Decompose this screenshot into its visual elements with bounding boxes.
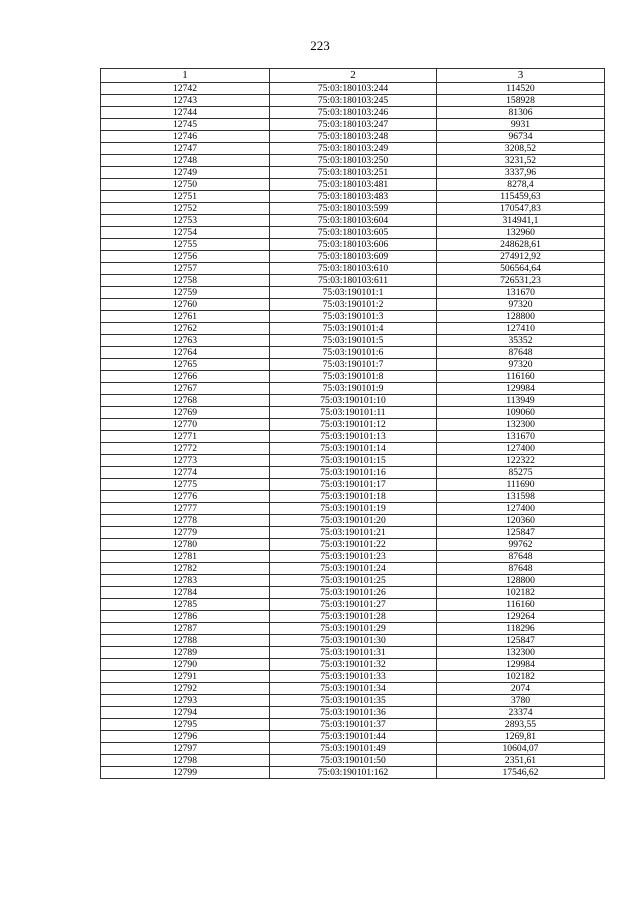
table-row <box>101 755 605 767</box>
value-cell: 35352 <box>437 335 605 347</box>
row-number-cell: 12746 <box>101 131 270 143</box>
cadastral-number-cell: 75:03:190101:49 <box>270 743 437 755</box>
value-cell: 85275 <box>437 467 605 479</box>
table-row <box>101 623 605 635</box>
value-cell: 109060 <box>437 407 605 419</box>
table-row <box>101 239 605 251</box>
row-number-cell: 12792 <box>101 683 270 695</box>
cadastral-number-cell: 75:03:190101:50 <box>270 755 437 767</box>
row-number-cell: 12767 <box>101 383 270 395</box>
value-cell: 96734 <box>437 131 605 143</box>
table-row <box>101 539 605 551</box>
value-cell: 118296 <box>437 623 605 635</box>
cadastral-number-cell: 75:03:190101:35 <box>270 695 437 707</box>
row-number-cell: 12768 <box>101 395 270 407</box>
cadastral-number-cell: 75:03:180103:483 <box>270 191 437 203</box>
value-cell: 2893,55 <box>437 719 605 731</box>
cadastral-number-cell: 75:03:190101:23 <box>270 551 437 563</box>
row-number-cell: 12751 <box>101 191 270 203</box>
table-row <box>101 323 605 335</box>
row-number-cell: 12744 <box>101 107 270 119</box>
table-row <box>101 251 605 263</box>
row-number-cell: 12742 <box>101 83 270 95</box>
row-number-cell: 12776 <box>101 491 270 503</box>
value-cell: 116160 <box>437 371 605 383</box>
value-cell: 131670 <box>437 431 605 443</box>
cadastral-number-cell: 75:03:180103:246 <box>270 107 437 119</box>
table-row <box>101 563 605 575</box>
table-row <box>101 599 605 611</box>
table-row <box>101 371 605 383</box>
cadastral-number-cell: 75:03:190101:19 <box>270 503 437 515</box>
cadastral-number-cell: 75:03:190101:25 <box>270 575 437 587</box>
cadastral-number-cell: 75:03:190101:11 <box>270 407 437 419</box>
row-number-cell: 12782 <box>101 563 270 575</box>
value-cell: 2074 <box>437 683 605 695</box>
table-row <box>101 467 605 479</box>
table-row <box>101 167 605 179</box>
table-row <box>101 551 605 563</box>
row-number-cell: 12784 <box>101 587 270 599</box>
row-number-cell: 12747 <box>101 143 270 155</box>
row-number-cell: 12798 <box>101 755 270 767</box>
header-row <box>101 69 605 83</box>
value-cell: 17546,62 <box>437 767 605 779</box>
cadastral-number-cell: 75:03:190101:7 <box>270 359 437 371</box>
table-row <box>101 299 605 311</box>
value-cell: 127400 <box>437 443 605 455</box>
value-cell: 314941,1 <box>437 215 605 227</box>
row-number-cell: 12755 <box>101 239 270 251</box>
table-row <box>101 743 605 755</box>
cadastral-number-cell: 75:03:190101:18 <box>270 491 437 503</box>
table-row <box>101 215 605 227</box>
value-cell: 3208,52 <box>437 143 605 155</box>
page-number: 223 <box>310 38 330 53</box>
cadastral-number-cell: 75:03:190101:30 <box>270 635 437 647</box>
table-row <box>101 119 605 131</box>
row-number-cell: 12770 <box>101 419 270 431</box>
table-row <box>101 443 605 455</box>
cadastral-number-cell: 75:03:190101:6 <box>270 347 437 359</box>
value-cell: 127410 <box>437 323 605 335</box>
table-row <box>101 515 605 527</box>
row-number-cell: 12759 <box>101 287 270 299</box>
cadastral-number-cell: 75:03:190101:16 <box>270 467 437 479</box>
row-number-cell: 12756 <box>101 251 270 263</box>
cadastral-number-cell: 75:03:190101:3 <box>270 311 437 323</box>
cadastral-number-cell: 75:03:190101:33 <box>270 671 437 683</box>
row-number-cell: 12772 <box>101 443 270 455</box>
table-row <box>101 83 605 95</box>
table-row <box>101 527 605 539</box>
cadastral-number-cell: 75:03:190101:34 <box>270 683 437 695</box>
table-row <box>101 407 605 419</box>
table-row <box>101 455 605 467</box>
table-row <box>101 719 605 731</box>
row-number-cell: 12769 <box>101 407 270 419</box>
value-cell: 114520 <box>437 83 605 95</box>
value-cell: 8278,4 <box>437 179 605 191</box>
table-row <box>101 347 605 359</box>
column-header-3: 3 <box>437 69 605 83</box>
cadastral-number-cell: 75:03:190101:8 <box>270 371 437 383</box>
cadastral-number-cell: 75:03:180103:245 <box>270 95 437 107</box>
cadastral-number-cell: 75:03:180103:248 <box>270 131 437 143</box>
table-row <box>101 671 605 683</box>
value-cell: 3780 <box>437 695 605 707</box>
table-row <box>101 635 605 647</box>
row-number-cell: 12797 <box>101 743 270 755</box>
cadastral-number-cell: 75:03:180103:251 <box>270 167 437 179</box>
table-row <box>101 683 605 695</box>
row-number-cell: 12743 <box>101 95 270 107</box>
row-number-cell: 12786 <box>101 611 270 623</box>
cadastral-number-cell: 75:03:190101:20 <box>270 515 437 527</box>
value-cell: 506564,64 <box>437 263 605 275</box>
row-number-cell: 12757 <box>101 263 270 275</box>
value-cell: 158928 <box>437 95 605 107</box>
value-cell: 97320 <box>437 359 605 371</box>
table-row <box>101 107 605 119</box>
table-row <box>101 263 605 275</box>
registry-table <box>100 68 605 779</box>
table-row <box>101 731 605 743</box>
table-row <box>101 611 605 623</box>
table-row <box>101 203 605 215</box>
row-number-cell: 12771 <box>101 431 270 443</box>
row-number-cell: 12761 <box>101 311 270 323</box>
value-cell: 1269,81 <box>437 731 605 743</box>
value-cell: 132960 <box>437 227 605 239</box>
row-number-cell: 12796 <box>101 731 270 743</box>
column-header-1: 1 <box>101 69 270 83</box>
value-cell: 113949 <box>437 395 605 407</box>
row-number-cell: 12777 <box>101 503 270 515</box>
row-number-cell: 12763 <box>101 335 270 347</box>
cadastral-number-cell: 75:03:190101:17 <box>270 479 437 491</box>
row-number-cell: 12745 <box>101 119 270 131</box>
column-header-2: 2 <box>270 69 437 83</box>
cadastral-number-cell: 75:03:180103:244 <box>270 83 437 95</box>
row-number-cell: 12762 <box>101 323 270 335</box>
table-row <box>101 131 605 143</box>
row-number-cell: 12789 <box>101 647 270 659</box>
value-cell: 127400 <box>437 503 605 515</box>
value-cell: 726531,23 <box>437 275 605 287</box>
cadastral-number-cell: 75:03:180103:249 <box>270 143 437 155</box>
value-cell: 132300 <box>437 419 605 431</box>
value-cell: 3337,96 <box>437 167 605 179</box>
table-row <box>101 383 605 395</box>
row-number-cell: 12752 <box>101 203 270 215</box>
table-row <box>101 695 605 707</box>
table-row <box>101 575 605 587</box>
row-number-cell: 12791 <box>101 671 270 683</box>
row-number-cell: 12799 <box>101 767 270 779</box>
row-number-cell: 12758 <box>101 275 270 287</box>
value-cell: 129984 <box>437 659 605 671</box>
cadastral-number-cell: 75:03:180103:605 <box>270 227 437 239</box>
table-row <box>101 359 605 371</box>
value-cell: 102182 <box>437 671 605 683</box>
cadastral-number-cell: 75:03:190101:4 <box>270 323 437 335</box>
row-number-cell: 12754 <box>101 227 270 239</box>
row-number-cell: 12748 <box>101 155 270 167</box>
value-cell: 128800 <box>437 575 605 587</box>
value-cell: 129264 <box>437 611 605 623</box>
cadastral-number-cell: 75:03:190101:15 <box>270 455 437 467</box>
value-cell: 125847 <box>437 635 605 647</box>
value-cell: 81306 <box>437 107 605 119</box>
table-row <box>101 311 605 323</box>
table-row <box>101 155 605 167</box>
table-row <box>101 419 605 431</box>
row-number-cell: 12750 <box>101 179 270 191</box>
cadastral-number-cell: 75:03:190101:24 <box>270 563 437 575</box>
cadastral-number-cell: 75:03:180103:481 <box>270 179 437 191</box>
value-cell: 122322 <box>437 455 605 467</box>
cadastral-number-cell: 75:03:190101:44 <box>270 731 437 743</box>
row-number-cell: 12787 <box>101 623 270 635</box>
value-cell: 102182 <box>437 587 605 599</box>
cadastral-number-cell: 75:03:190101:2 <box>270 299 437 311</box>
row-number-cell: 12780 <box>101 539 270 551</box>
cadastral-number-cell: 75:03:190101:37 <box>270 719 437 731</box>
cadastral-number-cell: 75:03:180103:611 <box>270 275 437 287</box>
cadastral-number-cell: 75:03:190101:13 <box>270 431 437 443</box>
table-row <box>101 647 605 659</box>
cadastral-number-cell: 75:03:190101:32 <box>270 659 437 671</box>
cadastral-number-cell: 75:03:190101:22 <box>270 539 437 551</box>
row-number-cell: 12781 <box>101 551 270 563</box>
value-cell: 99762 <box>437 539 605 551</box>
row-number-cell: 12779 <box>101 527 270 539</box>
value-cell: 128800 <box>437 311 605 323</box>
cadastral-number-cell: 75:03:180103:247 <box>270 119 437 131</box>
cadastral-number-cell: 75:03:180103:609 <box>270 251 437 263</box>
cadastral-number-cell: 75:03:190101:29 <box>270 623 437 635</box>
row-number-cell: 12795 <box>101 719 270 731</box>
value-cell: 116160 <box>437 599 605 611</box>
table-row <box>101 275 605 287</box>
row-number-cell: 12753 <box>101 215 270 227</box>
value-cell: 170547,83 <box>437 203 605 215</box>
cadastral-number-cell: 75:03:190101:28 <box>270 611 437 623</box>
value-cell: 2351,61 <box>437 755 605 767</box>
row-number-cell: 12765 <box>101 359 270 371</box>
table-row <box>101 287 605 299</box>
value-cell: 132300 <box>437 647 605 659</box>
value-cell: 129984 <box>437 383 605 395</box>
cadastral-number-cell: 75:03:190101:162 <box>270 767 437 779</box>
value-cell: 248628,61 <box>437 239 605 251</box>
value-cell: 274912,92 <box>437 251 605 263</box>
cadastral-number-cell: 75:03:180103:610 <box>270 263 437 275</box>
table-row <box>101 707 605 719</box>
cadastral-number-cell: 75:03:180103:599 <box>270 203 437 215</box>
value-cell: 87648 <box>437 563 605 575</box>
value-cell: 97320 <box>437 299 605 311</box>
value-cell: 131598 <box>437 491 605 503</box>
table-row <box>101 395 605 407</box>
table-row <box>101 143 605 155</box>
row-number-cell: 12774 <box>101 467 270 479</box>
cadastral-number-cell: 75:03:190101:21 <box>270 527 437 539</box>
cadastral-number-cell: 75:03:190101:5 <box>270 335 437 347</box>
table-row <box>101 431 605 443</box>
cadastral-number-cell: 75:03:180103:604 <box>270 215 437 227</box>
table-row <box>101 179 605 191</box>
value-cell: 9931 <box>437 119 605 131</box>
cadastral-number-cell: 75:03:190101:27 <box>270 599 437 611</box>
cadastral-number-cell: 75:03:190101:12 <box>270 419 437 431</box>
cadastral-number-cell: 75:03:190101:14 <box>270 443 437 455</box>
table-row <box>101 491 605 503</box>
value-cell: 23374 <box>437 707 605 719</box>
value-cell: 125847 <box>437 527 605 539</box>
cadastral-number-cell: 75:03:190101:10 <box>270 395 437 407</box>
row-number-cell: 12794 <box>101 707 270 719</box>
cadastral-number-cell: 75:03:180103:250 <box>270 155 437 167</box>
row-number-cell: 12773 <box>101 455 270 467</box>
row-number-cell: 12785 <box>101 599 270 611</box>
table-row <box>101 191 605 203</box>
cadastral-number-cell: 75:03:190101:36 <box>270 707 437 719</box>
value-cell: 87648 <box>437 551 605 563</box>
cadastral-number-cell: 75:03:190101:1 <box>270 287 437 299</box>
table-body <box>101 83 605 779</box>
row-number-cell: 12749 <box>101 167 270 179</box>
table-row <box>101 587 605 599</box>
value-cell: 87648 <box>437 347 605 359</box>
row-number-cell: 12793 <box>101 695 270 707</box>
value-cell: 131670 <box>437 287 605 299</box>
row-number-cell: 12764 <box>101 347 270 359</box>
cadastral-number-cell: 75:03:190101:31 <box>270 647 437 659</box>
value-cell: 120360 <box>437 515 605 527</box>
table-row <box>101 767 605 779</box>
table-row <box>101 503 605 515</box>
row-number-cell: 12760 <box>101 299 270 311</box>
table-row <box>101 335 605 347</box>
row-number-cell: 12788 <box>101 635 270 647</box>
row-number-cell: 12790 <box>101 659 270 671</box>
cadastral-number-cell: 75:03:180103:606 <box>270 239 437 251</box>
row-number-cell: 12766 <box>101 371 270 383</box>
value-cell: 115459,63 <box>437 191 605 203</box>
row-number-cell: 12783 <box>101 575 270 587</box>
row-number-cell: 12775 <box>101 479 270 491</box>
table-row <box>101 95 605 107</box>
table-row <box>101 479 605 491</box>
row-number-cell: 12778 <box>101 515 270 527</box>
cadastral-number-cell: 75:03:190101:26 <box>270 587 437 599</box>
cadastral-number-cell: 75:03:190101:9 <box>270 383 437 395</box>
value-cell: 10604,07 <box>437 743 605 755</box>
value-cell: 111690 <box>437 479 605 491</box>
value-cell: 3231,52 <box>437 155 605 167</box>
table-row <box>101 227 605 239</box>
table-row <box>101 659 605 671</box>
